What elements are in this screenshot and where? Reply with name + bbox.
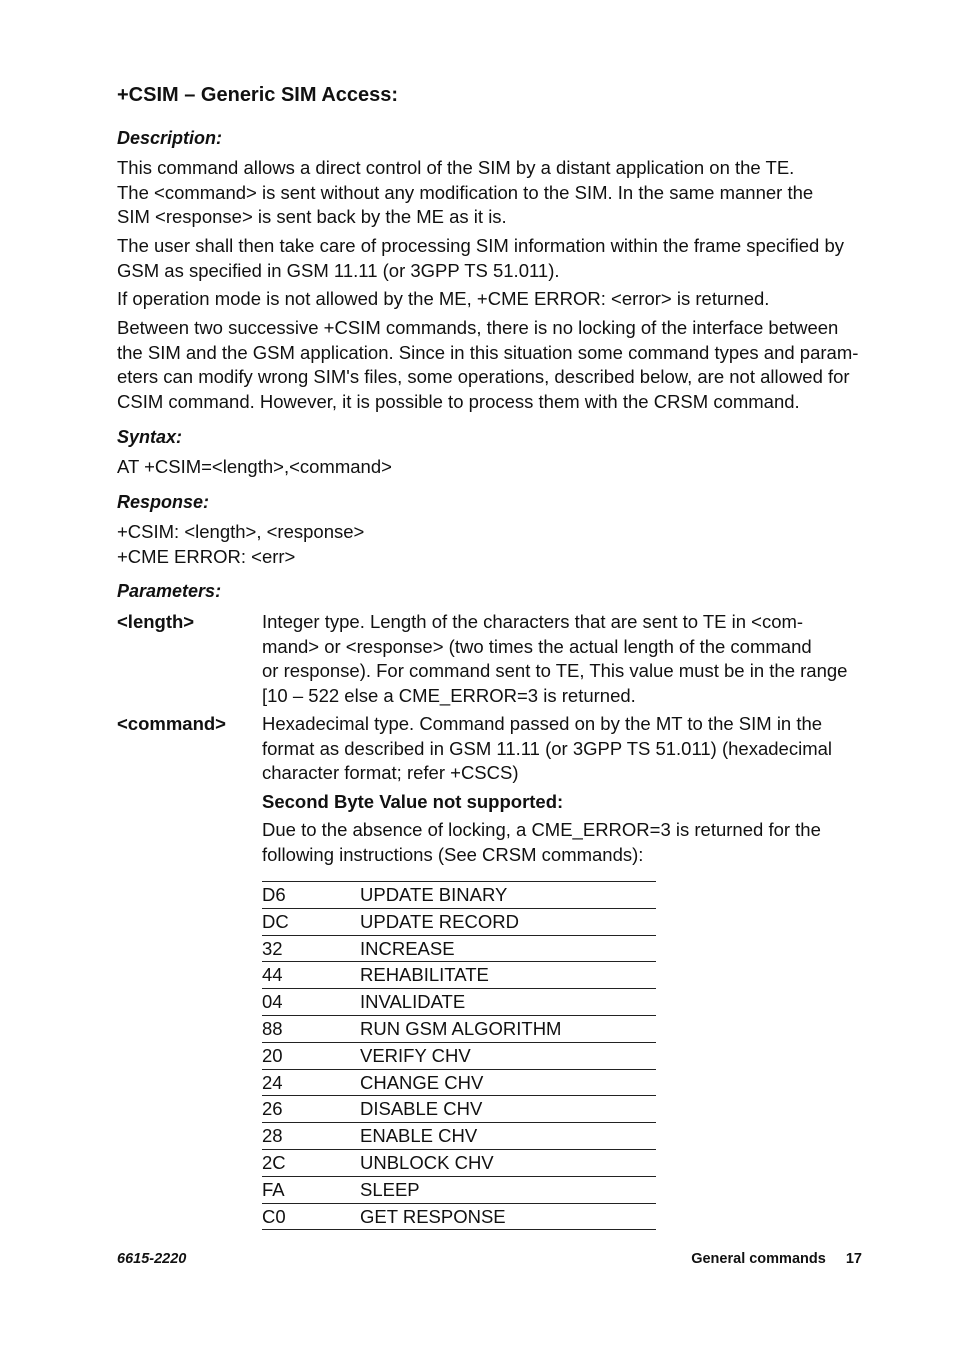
response-heading: Response: bbox=[117, 492, 210, 512]
table-row bbox=[262, 1204, 656, 1231]
table-row bbox=[262, 936, 656, 963]
table-cell-instruction: UPDATE RECORD bbox=[360, 910, 519, 932]
table-cell-instruction: CHANGE CHV bbox=[360, 1071, 484, 1093]
text-line: mand> or <response> (two times the actual length of the command bbox=[262, 635, 812, 657]
table-cell-instruction: REHABILITATE bbox=[360, 964, 489, 986]
text-line: following instructions (See CRSM commands): bbox=[262, 843, 644, 865]
param-length-description bbox=[262, 610, 862, 708]
param-length-name: <length> bbox=[117, 611, 195, 632]
table-cell-instruction: UPDATE BINARY bbox=[360, 884, 508, 905]
unsupported-instructions-table bbox=[262, 881, 656, 1230]
syntax-text bbox=[117, 455, 862, 480]
table-cell-code: 28 bbox=[262, 1125, 283, 1147]
description-paragraph-4 bbox=[117, 316, 862, 414]
table-cell-instruction: UNBLOCK CHV bbox=[360, 1151, 494, 1173]
param-command-name: <command> bbox=[117, 713, 226, 734]
table-cell-code: 26 bbox=[262, 1098, 283, 1120]
table-cell-instruction: ENABLE CHV bbox=[360, 1125, 478, 1147]
description-heading: Description: bbox=[117, 128, 223, 148]
text-line: Due to the absence of locking, a CME_ERROR=3 is returned for the bbox=[262, 819, 821, 840]
text-line: Integer type. Length of the characters that are sent to TE in <com- bbox=[262, 611, 804, 632]
table-row bbox=[262, 1043, 656, 1070]
table-row bbox=[262, 962, 656, 989]
table-cell-code: FA bbox=[262, 1178, 285, 1200]
page-title: +CSIM – Generic SIM Access: bbox=[117, 84, 399, 106]
text-line: If operation mode is not allowed by the ME, +CME ERROR: <error> is returned. bbox=[117, 288, 770, 309]
response-text bbox=[117, 520, 862, 569]
text-line: CSIM command. However, it is possible to process them with the CRSM command. bbox=[117, 390, 800, 412]
param-command-description bbox=[262, 712, 862, 867]
description-paragraph-2 bbox=[117, 234, 862, 283]
footer-section: General commands bbox=[691, 1251, 826, 1267]
table-cell-instruction: INCREASE bbox=[360, 937, 455, 959]
table-cell-code: DC bbox=[262, 910, 289, 932]
footer-section-page bbox=[691, 1251, 862, 1267]
table-cell-instruction: GET RESPONSE bbox=[360, 1205, 506, 1227]
table-cell-instruction: INVALIDATE bbox=[360, 991, 466, 1013]
text-line: [10 – 522 else a CME_ERROR=3 is returned. bbox=[262, 684, 636, 706]
footer-page-number: 17 bbox=[845, 1251, 862, 1267]
response-line: +CSIM: <length>, <response> bbox=[117, 521, 365, 542]
table-cell-code: 44 bbox=[262, 964, 283, 986]
description-paragraph-3 bbox=[117, 287, 862, 312]
table-row bbox=[262, 909, 656, 936]
text-line: Between two successive +CSIM commands, there is no locking of the interface between bbox=[117, 317, 839, 338]
table-cell-instruction: DISABLE CHV bbox=[360, 1098, 483, 1120]
table-cell-instruction: RUN GSM ALGORITHM bbox=[360, 1017, 562, 1039]
table-row bbox=[262, 882, 656, 909]
table-row bbox=[262, 1123, 656, 1150]
unsupported-heading: Second Byte Value not supported: bbox=[262, 790, 564, 812]
table-cell-instruction: SLEEP bbox=[360, 1178, 420, 1200]
text-line: GSM as specified in GSM 11.11 (or 3GPP TS 51.011). bbox=[117, 259, 560, 281]
text-line: eters can modify wrong SIM's files, some operations, described below, are not allowed for bbox=[117, 366, 850, 387]
table-row bbox=[262, 1096, 656, 1123]
text-line: The <command> is sent without any modification to the SIM. In the same manner the bbox=[117, 181, 814, 203]
table-cell-instruction: VERIFY CHV bbox=[360, 1044, 471, 1066]
table-cell-code: 88 bbox=[262, 1017, 283, 1039]
table-row bbox=[262, 1150, 656, 1177]
text-line: format as described in GSM 11.11 (or 3GPP TS 51.011) (hexadecimal bbox=[262, 737, 833, 759]
table-row bbox=[262, 1070, 656, 1097]
table-cell-code: C0 bbox=[262, 1205, 286, 1227]
table-row bbox=[262, 1016, 656, 1043]
text-line: Hexadecimal type. Command passed on by the MT to the SIM in the bbox=[262, 713, 823, 734]
text-line: This command allows a direct control of the SIM by a distant application on the TE. bbox=[117, 157, 795, 178]
text-line: The user shall then take care of processing SIM information within the frame specified by bbox=[117, 235, 844, 256]
table-cell-code: 2C bbox=[262, 1151, 286, 1173]
description-paragraph-1 bbox=[117, 156, 862, 230]
table-row bbox=[262, 1177, 656, 1204]
text-line: SIM <response> is sent back by the ME as it is. bbox=[117, 206, 507, 227]
text-line: the SIM and the GSM application. Since in this situation some command types and param- bbox=[117, 341, 859, 363]
table-cell-code: 24 bbox=[262, 1071, 283, 1093]
table-cell-code: 20 bbox=[262, 1044, 283, 1066]
footer-doc-number: 6615-2220 bbox=[117, 1251, 187, 1267]
text-line: or response). For command sent to TE, This value must be in the range bbox=[262, 660, 848, 681]
parameters-heading: Parameters: bbox=[117, 581, 222, 601]
response-line: +CME ERROR: <err> bbox=[117, 545, 296, 567]
table-cell-code: 32 bbox=[262, 937, 283, 959]
syntax-heading: Syntax: bbox=[117, 427, 183, 447]
syntax-line: AT +CSIM=<length>,<command> bbox=[117, 456, 392, 477]
table-cell-code: 04 bbox=[262, 991, 283, 1013]
table-row bbox=[262, 989, 656, 1016]
text-line: character format; refer +CSCS) bbox=[262, 762, 519, 783]
table-cell-code: D6 bbox=[262, 884, 286, 905]
